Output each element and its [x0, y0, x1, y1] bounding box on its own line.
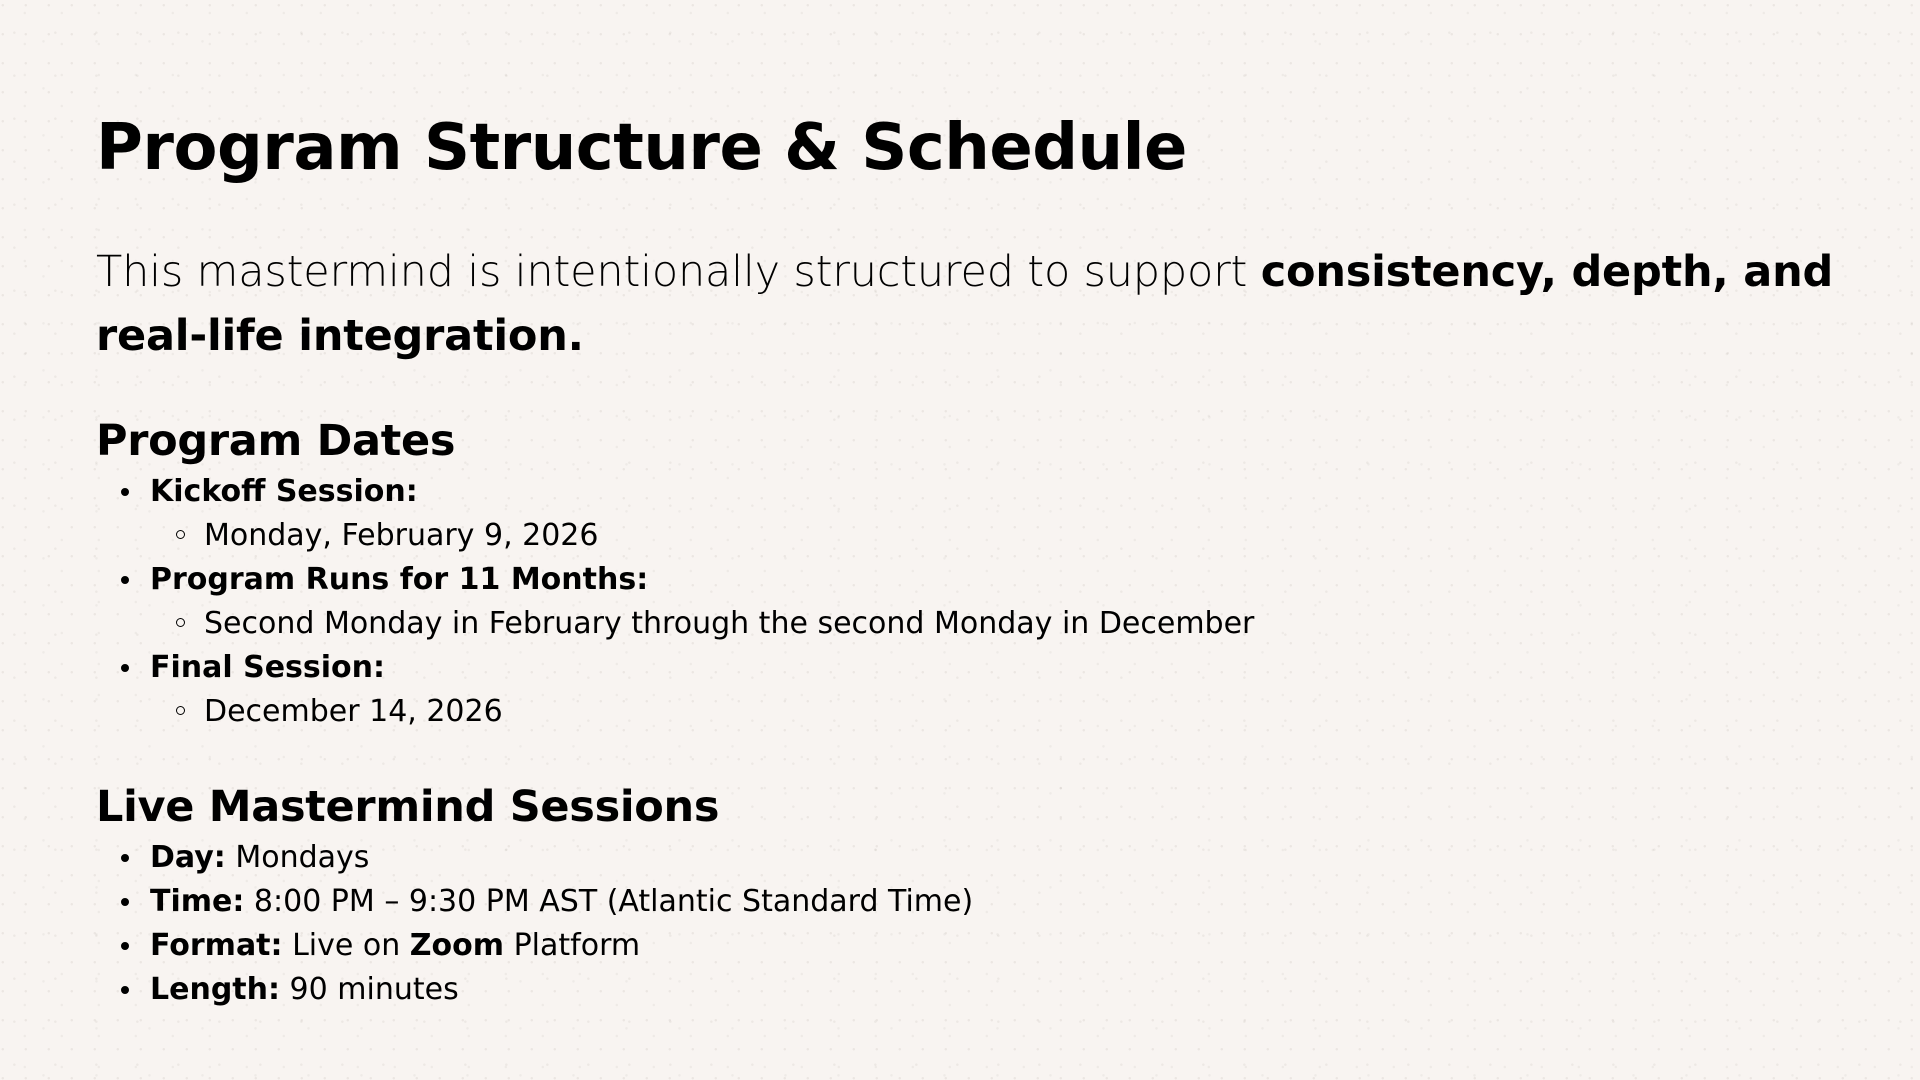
- list-item: [150, 924, 1836, 968]
- format-value-post: Platform: [513, 928, 641, 963]
- program-runs-detail: Second Monday in February through the second Monday in December: [204, 602, 1836, 646]
- live-sessions-list: [96, 836, 1836, 1012]
- intro-paragraph: [96, 240, 1836, 368]
- list-item: [150, 836, 1836, 880]
- list-item: [150, 646, 1836, 734]
- sub-list: [150, 690, 1836, 734]
- sub-list: [150, 514, 1836, 558]
- program-runs-label: Program Runs for 11 Months:: [150, 562, 649, 597]
- list-item: [150, 968, 1836, 1012]
- list-item: [150, 880, 1836, 924]
- program-dates-heading: Program Dates: [96, 416, 456, 466]
- page-title: Program Structure & Schedule: [96, 111, 1187, 185]
- slide-content: [96, 102, 1836, 1012]
- day-label: Day:: [150, 840, 226, 875]
- list-item: [150, 470, 1836, 558]
- format-value-pre: Live on: [292, 928, 401, 963]
- list-item: [150, 558, 1836, 646]
- time-value: 8:00 PM – 9:30 PM AST (Atlantic Standard Time): [253, 884, 974, 919]
- length-label: Length:: [150, 972, 280, 1007]
- final-session-label: Final Session:: [150, 650, 386, 685]
- intro-emphasis: consistency, depth, and real-life integration.: [96, 247, 1834, 361]
- sub-list: [150, 602, 1836, 646]
- intro-text: This mastermind is intentionally structured to support: [96, 247, 1261, 297]
- final-session-date: December 14, 2026: [204, 690, 1836, 734]
- live-sessions-section: [96, 778, 1836, 1012]
- program-dates-list: [96, 470, 1836, 734]
- program-dates-section: [96, 412, 1836, 734]
- kickoff-date: Monday, February 9, 2026: [204, 514, 1836, 558]
- live-sessions-heading: Live Mastermind Sessions: [96, 782, 720, 832]
- time-label: Time:: [150, 884, 245, 919]
- kickoff-label: Kickoff Session:: [150, 474, 418, 509]
- length-value: 90 minutes: [289, 972, 459, 1007]
- day-value: Mondays: [235, 840, 370, 875]
- format-value-zoom: Zoom: [409, 928, 505, 963]
- format-label: Format:: [150, 928, 283, 963]
